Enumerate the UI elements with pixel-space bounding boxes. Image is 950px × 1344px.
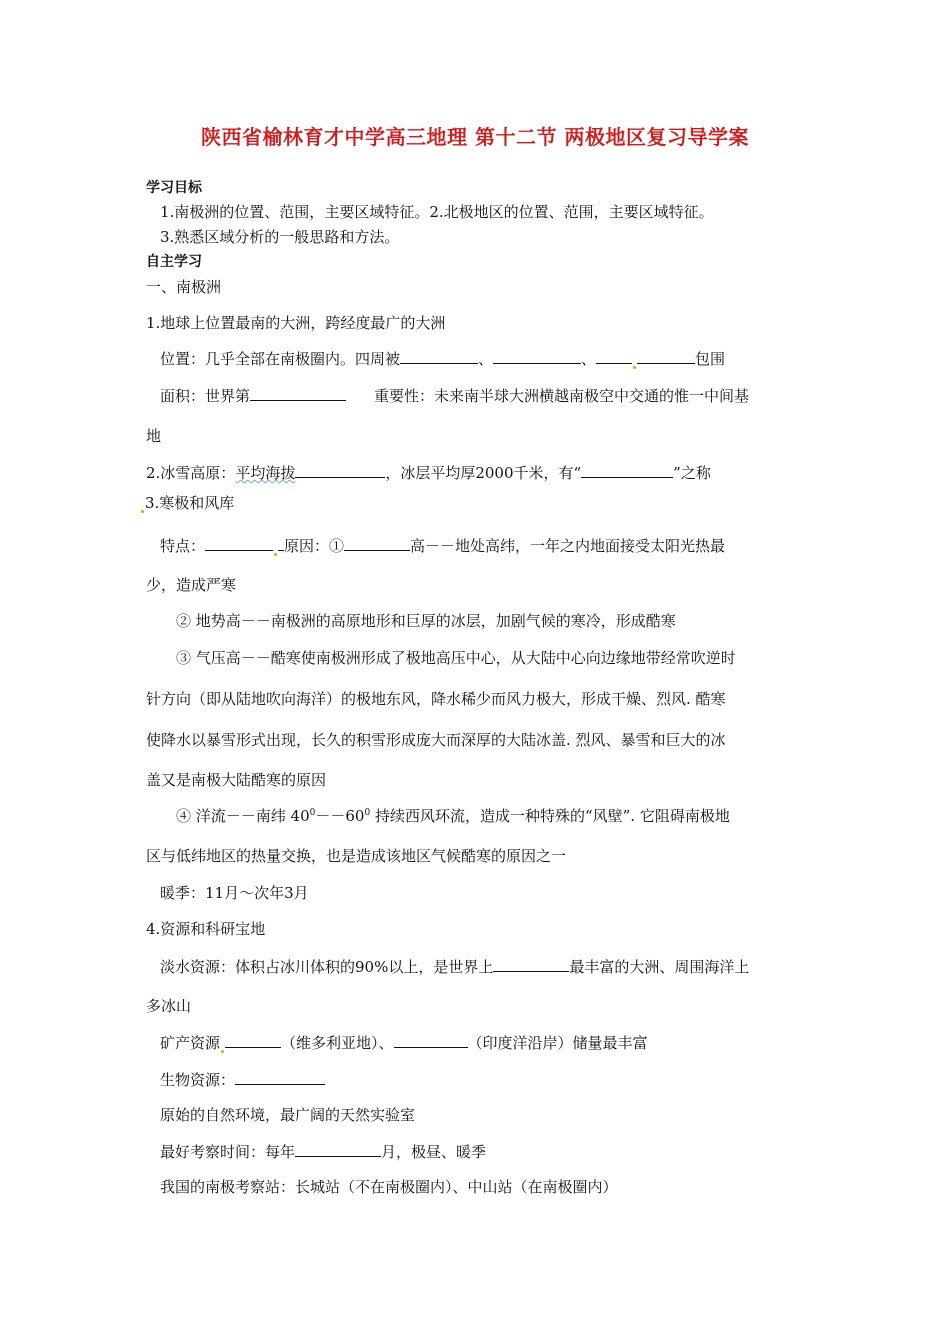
reason-4: ④ 洋流－－南纬 $40^0--60^0$ 持续西风环流，造成一种特殊的“风壁”. 它阻碍南极地 — [176, 807, 730, 825]
stations-line: 我国的南极考察站：长城站（不在南极圈内）、中山站（在南极圈内） — [160, 1178, 618, 1196]
reason-3-cont-1: 针方向（即从陆地吹向海洋）的极地东风，降水稀少而风力极大，形成干燥、烈风. 酷寒 — [146, 690, 726, 708]
item-3: 3.寒极和风库 — [140, 493, 234, 513]
bio-line: 生物资源： — [160, 1069, 325, 1090]
features-line-cont: 少，造成严寒 — [146, 576, 237, 594]
item-2: 2.冰雪高原：平均海拔 ，冰层平均厚2000千米，有“ ”之称 — [146, 464, 711, 482]
warm-season: 暖季：11月～次年3月 — [160, 884, 309, 902]
reason-3-cont-3: 盖又是南极大陆酷寒的原因 — [146, 771, 327, 789]
freshwater-cont: 多冰山 — [146, 997, 192, 1015]
features-line: 特点： 原因：① 高－－地处高纬，一年之内地面接受太阳光热最 — [160, 537, 726, 555]
best-time-line: 最好考察时间：每年 月，极昼、暖季 — [160, 1143, 487, 1161]
reason-3: ③ 气压高－－酷寒使南极洲形成了极地高压中心，从大陆中心向边缘地带经常吹逆时 — [176, 649, 736, 667]
section-heading-objectives: 学习目标 — [146, 180, 202, 196]
area-line: 面积：世界第 重要性：未来南半球大洲横越南极空中交通的惟一中间基 — [160, 387, 750, 405]
lab-line: 原始的自然环境，最广阔的天然实验室 — [160, 1106, 416, 1124]
section-heading-self-study: 自主学习 — [146, 254, 202, 270]
item-1: 1.地球上位置最南的大洲，跨经度最广的大洲 — [146, 314, 446, 332]
item-4: 4.资源和科研宝地 — [146, 920, 266, 938]
reason-2: ② 地势高－－南极洲的高原地形和巨厚的冰层，加剧气候的寒冷，形成酷寒 — [176, 612, 676, 630]
page-title: 陕西省榆林育才中学高三地理 第十二节 两极地区复习导学案 — [201, 125, 749, 149]
objective-line-1: 1.南极洲的位置、范围，主要区域特征。2.北极地区的位置、范围，主要区域特征。 — [160, 203, 714, 221]
area-line-cont: 地 — [146, 427, 162, 445]
mineral-line: 矿产资源 （维多利亚地）、 （印度洋沿岸）储量最丰富 — [160, 1034, 648, 1052]
freshwater-line: 淡水资源：体积占冰川体积的90%以上，是世界上 最丰富的大洲、周围海洋上 — [160, 958, 750, 976]
objective-line-2: 3.熟悉区域分析的一般思路和方法。 — [160, 228, 400, 246]
position-line: 位置：几乎全部在南极圈内。四周被 、 、 包围 — [160, 350, 726, 368]
subsection-antarctica: 一、南极洲 — [146, 278, 222, 296]
reason-4-cont: 区与低纬地区的热量交换，也是造成该地区气候酷寒的原因之一 — [146, 847, 567, 865]
reason-3-cont-2: 使降水以暴雪形式出现，长久的积雪形成庞大而深厚的大陆冰盖. 烈风、暴雪和巨大的冰 — [146, 731, 726, 749]
